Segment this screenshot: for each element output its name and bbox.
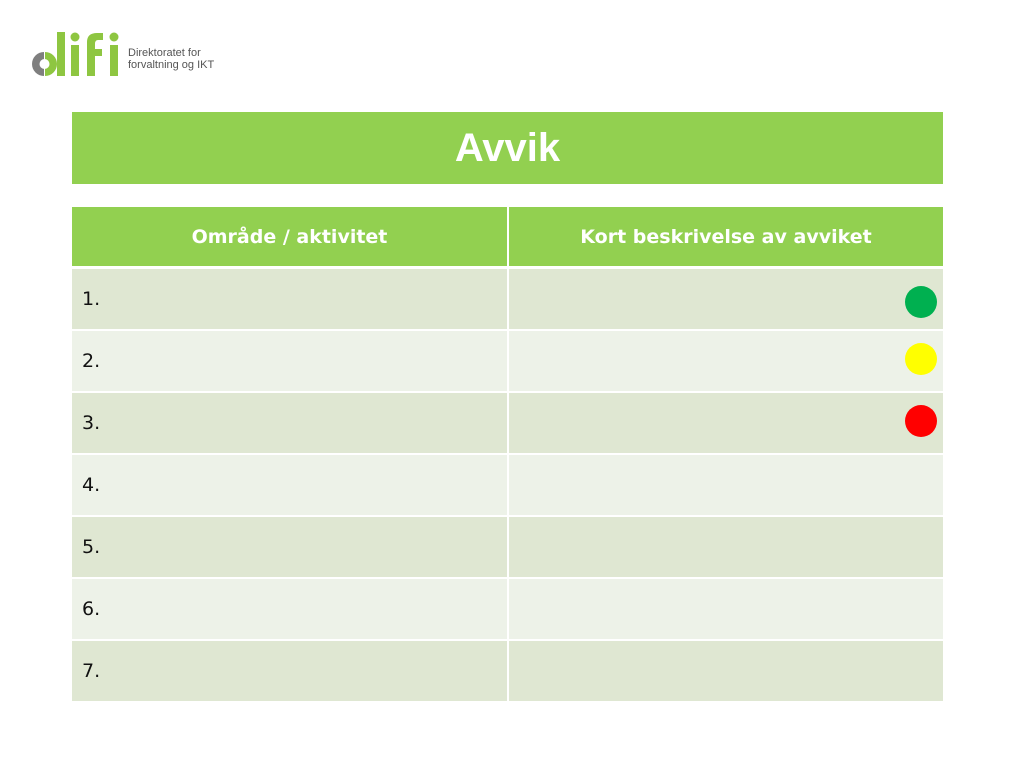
- column-header-description: Kort beskrivelse av avviket: [508, 207, 943, 268]
- table-row: [72, 454, 943, 516]
- column-header-area: Område / aktivitet: [72, 207, 508, 268]
- description-cell[interactable]: [508, 392, 943, 454]
- red-dot-icon: [905, 405, 937, 437]
- table-row: [72, 516, 943, 578]
- area-cell[interactable]: 1.: [72, 268, 508, 331]
- table-row: [72, 268, 943, 331]
- area-cell[interactable]: 2.: [72, 330, 508, 392]
- table-header-row: [72, 207, 943, 268]
- logo-line-2: forvaltning og IKT: [128, 59, 215, 71]
- description-cell[interactable]: [508, 640, 943, 702]
- deviation-table: [72, 207, 943, 703]
- area-cell[interactable]: 4.: [72, 454, 508, 516]
- area-cell[interactable]: 6.: [72, 578, 508, 640]
- yellow-dot-icon: [905, 343, 937, 375]
- description-cell[interactable]: [508, 268, 943, 331]
- logo-line-1: Direktoratet for: [128, 47, 201, 59]
- area-cell[interactable]: 3.: [72, 392, 508, 454]
- green-dot-icon: [905, 286, 937, 318]
- description-cell[interactable]: [508, 454, 943, 516]
- difi-logo: [30, 30, 214, 82]
- table-row: [72, 640, 943, 702]
- description-cell[interactable]: [508, 330, 943, 392]
- table-row: [72, 392, 943, 454]
- area-cell[interactable]: 7.: [72, 640, 508, 702]
- page-title: Avvik: [72, 112, 943, 184]
- difi-logo-icon: [30, 30, 124, 82]
- description-cell[interactable]: [508, 516, 943, 578]
- area-cell[interactable]: 5.: [72, 516, 508, 578]
- table-row: [72, 330, 943, 392]
- table-row: [72, 578, 943, 640]
- description-cell[interactable]: [508, 578, 943, 640]
